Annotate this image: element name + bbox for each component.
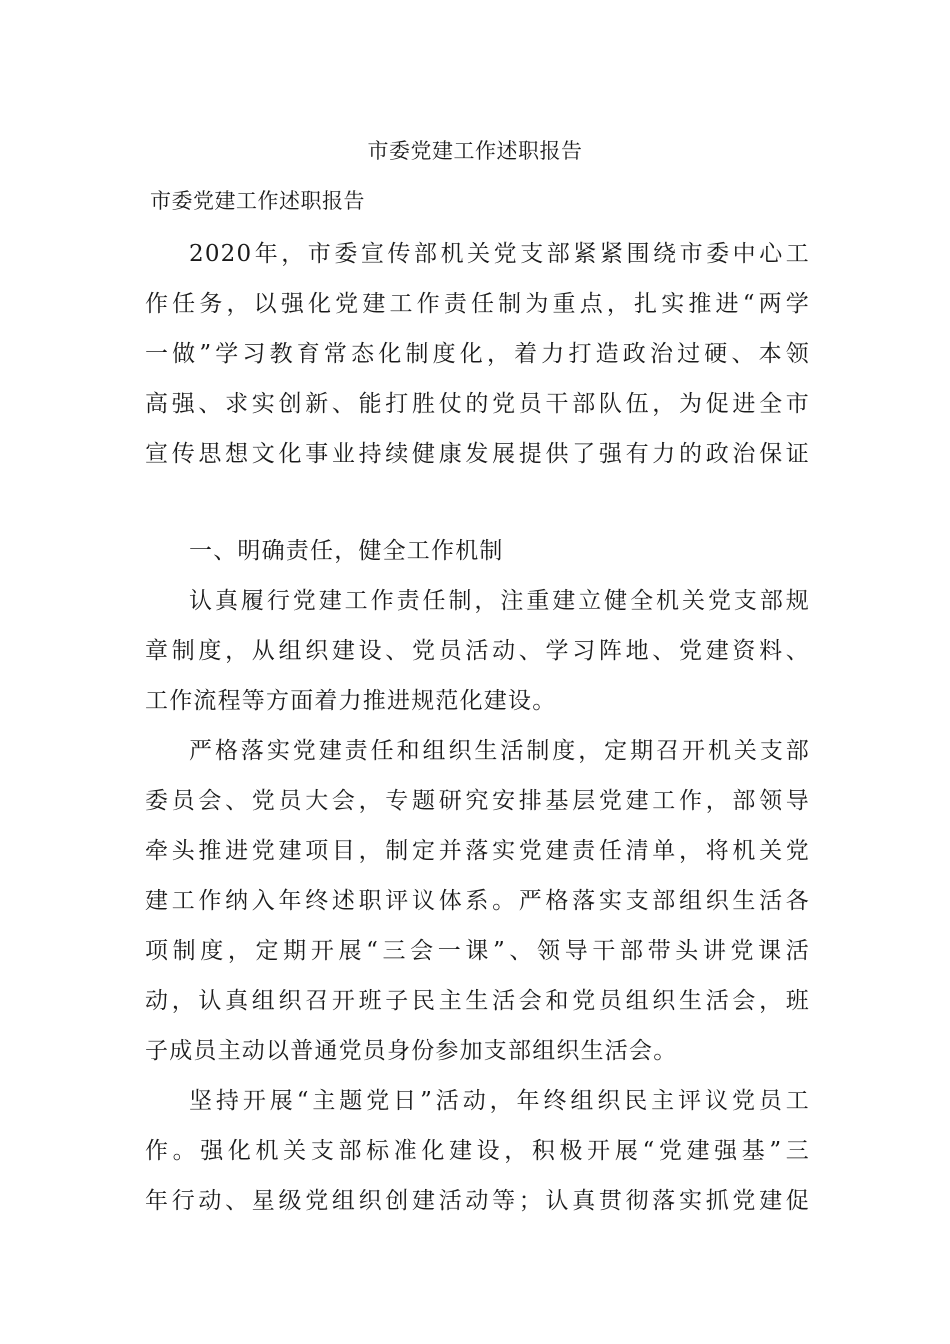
- paragraph-line: 作任务，以强化党建工作责任制为重点，扎实推进“两学: [145, 291, 810, 317]
- paragraph-line: 动，认真组织召开班子民主生活会和党员组织生活会，班: [145, 988, 810, 1014]
- paragraph-line: 年行动、星级党组织创建活动等；认真贯彻落实抓党建促: [145, 1188, 810, 1214]
- paragraph-line: 作。强化机关支部标准化建设，积极开展“党建强基”三: [145, 1138, 810, 1164]
- paragraph-line: 委员会、党员大会，专题研究安排基层党建工作，部领导: [145, 788, 810, 814]
- paragraph-line: 子成员主动以普通党员身份参加支部组织生活会。: [145, 1038, 678, 1064]
- document-title: 市委党建工作述职报告: [367, 139, 583, 163]
- paragraph-line: 章制度，从组织建设、党员活动、学习阵地、党建资料、: [145, 638, 810, 664]
- document-subtitle: 市委党建工作述职报告: [150, 189, 365, 213]
- paragraph-line: 坚持开展“主题党日”活动，年终组织民主评议党员工: [189, 1088, 810, 1114]
- paragraph-line: 认真履行党建工作责任制，注重建立健全机关党支部规: [189, 588, 810, 614]
- paragraph-line: 高强、求实创新、能打胜仗的党员干部队伍，为促进全市: [145, 391, 810, 417]
- paragraph-line: 一做”学习教育常态化制度化，着力打造政治过硬、本领: [145, 341, 810, 367]
- paragraph-line: 严格落实党建责任和组织生活制度，定期召开机关支部: [189, 738, 810, 764]
- paragraph-line: 项制度，定期开展“三会一课”、领导干部带头讲党课活: [145, 938, 810, 964]
- section-heading: 一、明确责任，健全工作机制: [189, 538, 504, 564]
- paragraph-line: 工作流程等方面着力推进规范化建设。: [145, 688, 557, 714]
- paragraph-line: 2020年，市委宣传部机关党支部紧紧围绕市委中心工: [189, 241, 810, 267]
- paragraph-line: 宣传思想文化事业持续健康发展提供了强有力的政治保证: [145, 441, 810, 467]
- paragraph-line: 建工作纳入年终述职评议体系。严格落实支部组织生活各: [145, 888, 810, 914]
- paragraph-line: 牵头推进党建项目，制定并落实党建责任清单，将机关党: [145, 838, 810, 864]
